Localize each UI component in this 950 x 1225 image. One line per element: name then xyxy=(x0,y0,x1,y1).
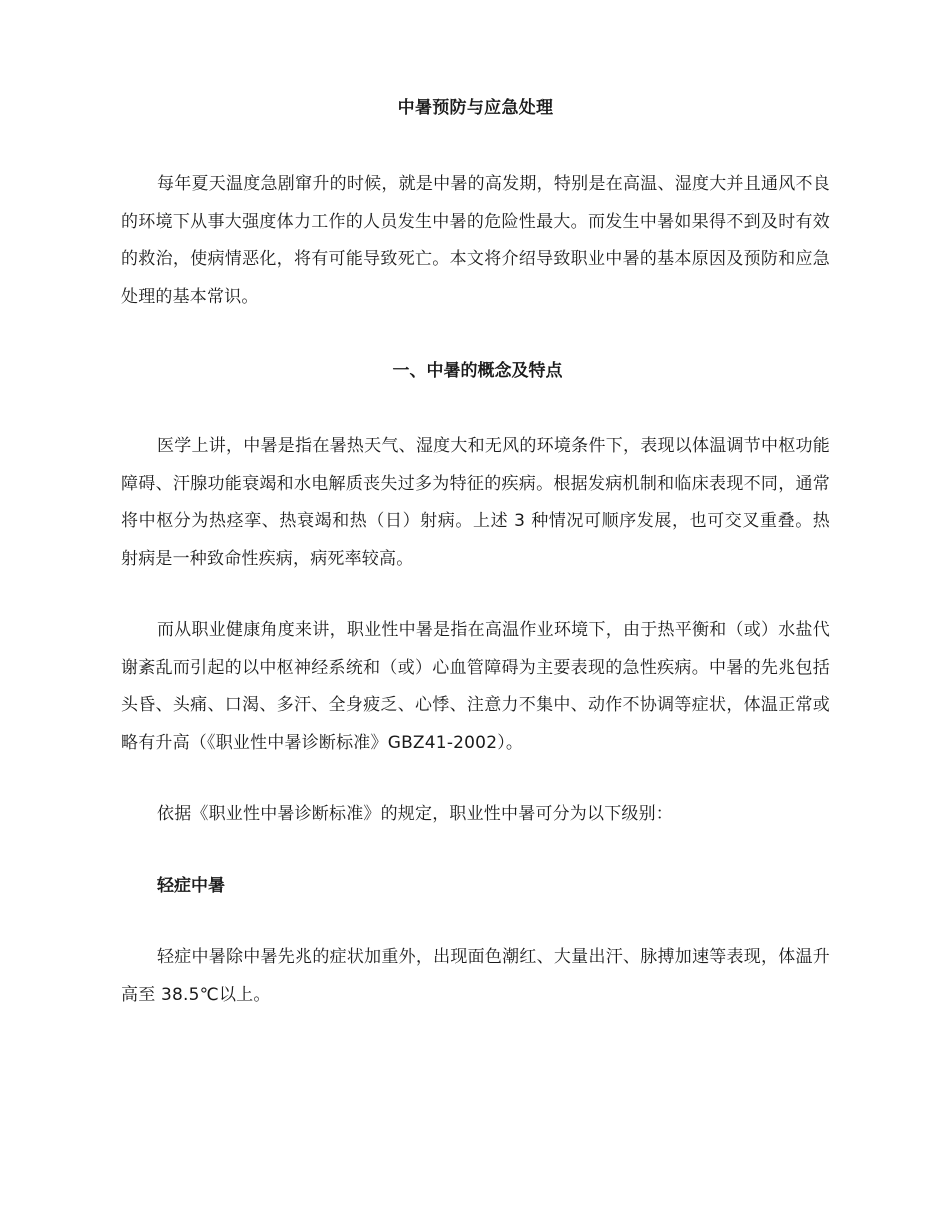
occupational-paragraph: 而从职业健康角度来讲，职业性中暑是指在高温作业环境下，由于热平衡和（或）水盐代谢紊乱而引起的以中枢神经系统和（或）心血管障碍为主要表现的急性疾病。中暑的先兆包括头昏、头痛、口渴、多汗、全身疲乏、心悸、注意力不集中、动作不协调等症状，体温正常或略有升高（《职业性中暑诊断标准》GBZ41-2002）。 xyxy=(121,620,830,753)
mild-heatstroke-paragraph: 轻症中暑除中暑先兆的症状加重外，出现面色潮红、大量出汗、脉搏加速等表现，体温升高至 38.5℃以上。 xyxy=(121,947,830,1005)
subheading-mild-heatstroke: 轻症中暑 xyxy=(157,875,225,896)
classification-paragraph: 依据《职业性中暑诊断标准》的规定，职业性中暑可分为以下级别： xyxy=(157,804,673,824)
definition-paragraph: 医学上讲，中暑是指在暑热天气、湿度大和无风的环境条件下，表现以体温调节中枢功能障碍、汗腺功能衰竭和水电解质丧失过多为特征的疾病。根据发病机制和临床表现不同，通常将中枢分为热痉挛、热衰竭和热（日）射病。上述 3 种情况可顺序发展，也可交叉重叠。热射病是一种致命性疾病，病死率较高。 xyxy=(121,436,830,569)
document-title: 中暑预防与应急处理 xyxy=(397,98,554,118)
intro-paragraph: 每年夏天温度急剧窜升的时候，就是中暑的高发期，特别是在高温、湿度大并且通风不良的环境下从事大强度体力工作的人员发生中暑的危险性最大。而发生中暑如果得不到及时有效的救治，使病情恶化，将有可能导致死亡。本文将介绍导致职业中暑的基本原因及预防和应急处理的基本常识。 xyxy=(121,174,830,307)
section-heading-concept: 一、中暑的概念及特点 xyxy=(392,361,563,381)
document-page xyxy=(0,96,950,1225)
